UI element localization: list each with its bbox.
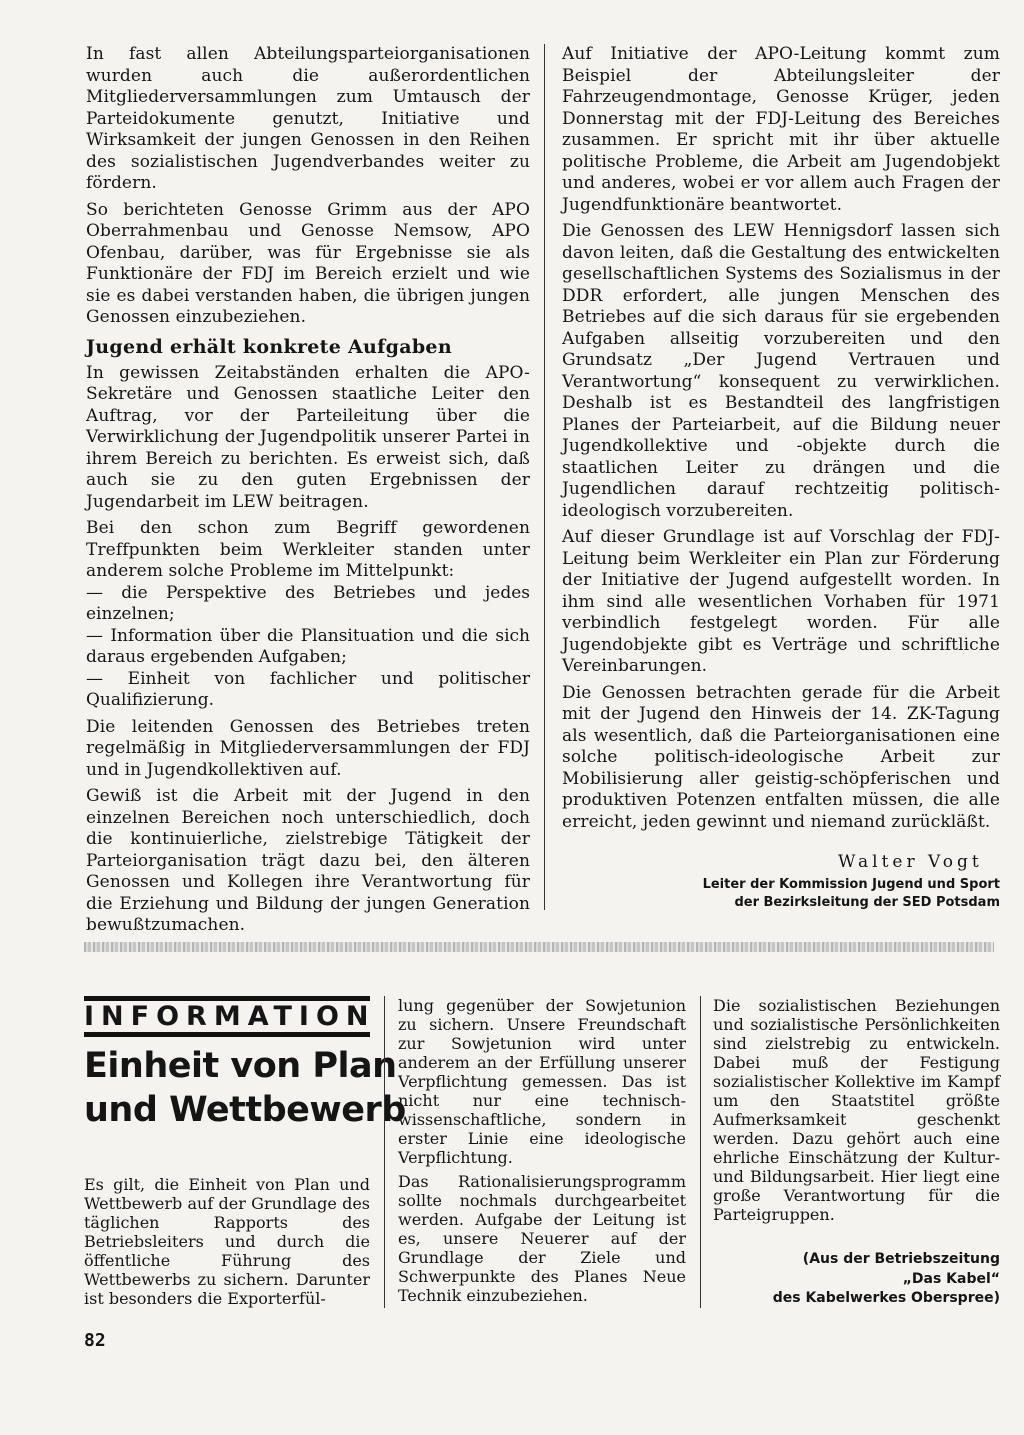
paragraph: Es gilt, die Einheit von Plan und Wettbewerb auf der Grundlage des täglichen Rapports des Betriebsleiters und durch die öffentliche Führung des Wettbewerbs zu sichern. Darunter ist besonders die Exporterfül- <box>84 1175 370 1308</box>
info-column-1 <box>84 1175 370 1313</box>
article-left-column <box>86 44 530 942</box>
column-divider <box>700 996 701 1308</box>
info-headline <box>84 1044 406 1132</box>
author-role-line: der Bezirksleitung der SED Potsdam <box>734 895 1000 910</box>
info-column-2 <box>398 996 686 1310</box>
source-line: „Das Kabel“ <box>902 1270 1000 1287</box>
column-divider <box>544 44 545 910</box>
paragraph: Die Genossen betrachten gerade für die Arbeit mit der Jugend den Hinweis der 14. ZK-Tagung als wesentlich, daß die Parteiorganisationen eine solche politisch-ideologische Arbeit zur Mobilisierung aller geistig-schöpferischen und produktiven Potenzen entfalten müssen, die alle erreicht, jeden gewinnt und niemand zurückläßt. <box>562 682 1000 832</box>
section-separator <box>84 942 994 952</box>
info-rule-bottom <box>84 1032 370 1037</box>
bullet-item: — Information über die Plansituation und die sich daraus ergebenden Aufgaben; <box>86 625 530 667</box>
paragraph: In fast allen Abteilungsparteiorganisationen wurden auch die außerordentlichen Mitgliederversammlungen zum Umtausch der Parteidokumente genutzt, Initiative und Wirksamkeit der jungen Genossen in den Reihen des sozialistischen Jugendverbandes weiter zu fördern. <box>86 44 530 193</box>
page-number: 82 <box>84 1330 106 1351</box>
paragraph: Die sozialistischen Beziehungen und sozialistische Persönlichkeiten sind zielstrebig zu entwickeln. Dabei muß der Festigung sozialistischer Kollektive im Kampf um den Staatstitel größte Aufmerksamkeit geschenkt werden. Dazu gehört auch eine ehrliche Einschätzung der Kultur- und Bildungsarbeit. Hier liegt eine große Verantwortung für die Parteigruppen. <box>713 996 1000 1224</box>
info-label: INFORMATION <box>84 1001 376 1032</box>
author-name: Walter Vogt <box>838 852 983 872</box>
source-line: (Aus der Betriebszeitung <box>802 1251 1000 1267</box>
author-role-line: Leiter der Kommission Jugend und Sport <box>702 877 1000 892</box>
section-heading: Jugend erhält konkrete Aufgaben <box>86 335 452 358</box>
source-note <box>773 1250 1000 1309</box>
paragraph: Das Rationalisierungsprogramm sollte nochmals durchgearbeitet werden. Aufgabe der Leitung ist es, unsere Neuerer auf der Grundlage der Ziele und Schwerpunkte des Planes Neue Technik einzubeziehen. <box>398 1172 686 1305</box>
paragraph: Die Genossen des LEW Hennigsdorf lassen sich davon leiten, daß die Gestaltung des entwickelten gesellschaftlichen Systems des Sozialismus in der DDR erfordert, alle jungen Menschen des Betriebes auf die sich daraus für sie ergebenden Aufgaben allseitig vorzubereiten und den Grundsatz „Der Jugend Vertrauen und Verantwortung“ konsequent zu verwirklichen. Deshalb ist es Bestandteil des langfristigen Planes der Parteiarbeit, auf die Bildung neuer Jugendkollektive und -objekte durch die staatlichen Leiter zu drängen und die Jugendlichen darauf rechtzeitig politisch-ideologisch vorzubereiten. <box>562 221 1000 521</box>
bullet-item: — Einheit von fachlicher und politischer Qualifizierung. <box>86 668 530 710</box>
info-column-3 <box>713 996 1000 1229</box>
paragraph: Bei den schon zum Begriff gewordenen Treffpunkten beim Werkleiter standen unter anderem solche Probleme im Mittelpunkt: <box>86 518 530 581</box>
paragraph: Auf dieser Grundlage ist auf Vorschlag der FDJ-Leitung beim Werkleiter ein Plan zur Förderung der Initiative der Jugend aufgestellt worden. In ihm sind alle wesentlichen Vorhaben für 1971 verbindlich festgelegt worden. Für alle Jugendobjekte gibt es Verträge und schriftliche Vereinbarungen. <box>562 527 1000 676</box>
source-line: des Kabelwerkes Oberspree) <box>772 1290 1000 1306</box>
headline-line: Einheit von Plan <box>84 1046 397 1086</box>
paragraph: In gewissen Zeitabständen erhalten die APO-Sekretäre und Genossen staatliche Leiter den Auftrag, vor der Parteileitung über die Verwirklichung der Jugendpolitik unserer Partei in ihrem Bereich zu berichten. Es erweist sich, daß auch sie zu den guten Ergebnissen der Jugendarbeit im LEW beitragen. <box>86 362 530 512</box>
paragraph: Gewiß ist die Arbeit mit der Jugend in den einzelnen Bereichen noch unterschiedlich, doch die kontinuierliche, zielstrebige Tätigkeit der Parteiorganisation trägt dazu bei, den älteren Genossen und Kollegen ihre Verantwortung für die Erziehung und Bildung der jungen Generation bewußtzumachen. <box>86 786 530 935</box>
paragraph: So berichteten Genosse Grimm aus der APO Oberrahmenbau und Genosse Nemsow, APO Ofenbau, darüber, was für Ergebnisse sie als Funktionäre der FDJ im Bereich erzielt und wie sie es dabei verstanden haben, die übrigen jungen Genossen einzubeziehen. <box>86 199 530 327</box>
paragraph: Auf Initiative der APO-Leitung kommt zum Beispiel der Abteilungsleiter der Fahrzeugendmontage, Genosse Krüger, jeden Donnerstag mit der FDJ-Leitung des Bereiches zusammen. Er spricht mit ihr über aktuelle politische Probleme, die Arbeit am Jugendobjekt und anderes, wobei er vor allem auch Fragen der Jugendfunktionäre beantwortet. <box>562 44 1000 215</box>
column-divider <box>384 996 385 1308</box>
bullet-item: — die Perspektive des Betriebes und jedes einzelnen; <box>86 582 530 624</box>
article-right-column <box>562 44 1000 838</box>
author-role <box>703 876 1000 912</box>
headline-line: und Wettbewerb <box>84 1090 406 1130</box>
paragraph: lung gegenüber der Sowjetunion zu sichern. Unsere Freundschaft zur Sowjetunion wird unter anderem an der Erfüllung unserer Verpflichtung gemessen. Das ist nicht nur eine technisch-wissenschaftliche, sondern in erster Linie eine ideologische Verpflichtung. <box>398 996 686 1167</box>
paragraph: Die leitenden Genossen des Betriebes treten regelmäßig in Mitgliederversammlungen der FDJ und in Jugendkollektiven auf. <box>86 716 530 780</box>
